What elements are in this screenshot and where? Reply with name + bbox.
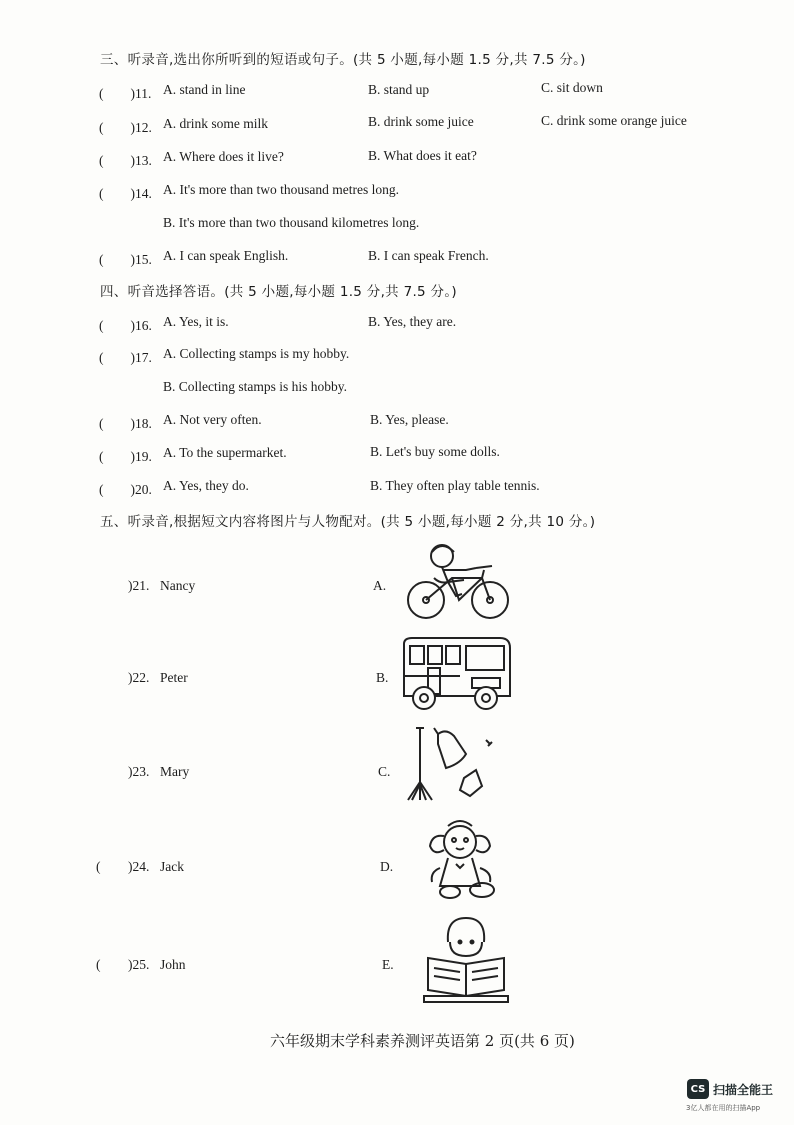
camscanner-name: 扫描全能王: [713, 1083, 774, 1097]
section4-heading: 四、听音选择答语。(共 5 小题,每小题 1.5 分,共 7.5 分。): [100, 284, 457, 300]
q25-open-paren: (: [96, 957, 101, 972]
q16-number: ( )16.: [99, 318, 152, 333]
q13-option-a: A. Where does it live?: [163, 149, 284, 164]
q25-name: John: [160, 957, 186, 972]
section5-heading: 五、听录音,根据短文内容将图片与人物配对。(共 5 小题,每小题 2 分,共 10 分。): [100, 514, 596, 530]
camscanner-logo: CS: [687, 1079, 709, 1099]
q18-option-b: B. Yes, please.: [370, 412, 449, 427]
camscanner-tagline: 3亿人都在用的扫描App: [686, 1104, 761, 1112]
q21-number: )21.: [128, 578, 150, 593]
q19-number: ( )19.: [99, 449, 152, 464]
picture-a-letter: A.: [373, 578, 387, 593]
q12-number: ( )12.: [99, 120, 152, 135]
q14-option-a: A. It's more than two thousand metres long.: [163, 182, 400, 197]
q20-option-b: B. They often play table tennis.: [370, 478, 540, 493]
q24-name: Jack: [160, 859, 184, 874]
picture-d-letter: D.: [380, 859, 394, 874]
q11-option-b: B. stand up: [368, 82, 430, 97]
q22-name: Peter: [160, 670, 188, 685]
q11-number: ( )11.: [99, 86, 152, 101]
q14-option-b: B. It's more than two thousand kilometres long.: [163, 215, 420, 230]
q17-option-b: B. Collecting stamps is his hobby.: [163, 379, 348, 394]
q23-number: )23.: [128, 764, 150, 779]
bike-rider-icon: [404, 540, 514, 622]
q12-option-b: B. drink some juice: [368, 114, 474, 129]
q12-option-a: A. drink some milk: [163, 116, 268, 131]
cleaning-tools-icon: [402, 724, 508, 804]
q20-option-a: A. Yes, they do.: [163, 478, 249, 493]
doll-icon: [420, 816, 506, 900]
q13-option-b: B. What does it eat?: [368, 148, 477, 163]
q15-option-b: B. I can speak French.: [368, 248, 489, 263]
q20-number: ( )20.: [99, 482, 152, 497]
q22-number: )22.: [128, 670, 150, 685]
page-footer: 六年级期末学科素养测评英语第 2 页(共 6 页): [270, 1032, 575, 1050]
q15-number: ( )15.: [99, 252, 152, 267]
q21-name: Nancy: [160, 578, 196, 593]
q24-number: )24.: [128, 859, 150, 874]
q24-open-paren: (: [96, 859, 101, 874]
q19-option-a: A. To the supermarket.: [163, 445, 287, 460]
q15-option-a: A. I can speak English.: [163, 248, 289, 263]
q13-number: ( )13.: [99, 153, 152, 168]
q14-number: ( )14.: [99, 186, 152, 201]
picture-e-letter: E.: [382, 957, 394, 972]
bus-icon: [398, 636, 514, 712]
q12-option-c: C. drink some orange juice: [541, 113, 687, 128]
q17-number: ( )17.: [99, 350, 152, 365]
boy-reading-icon: [420, 912, 512, 1004]
picture-c-letter: C.: [378, 764, 391, 779]
q11-option-a: A. stand in line: [163, 82, 246, 97]
section3-heading: 三、听录音,选出你所听到的短语或句子。(共 5 小题,每小题 1.5 分,共 7.5 分。): [100, 52, 586, 68]
picture-b-letter: B.: [376, 670, 389, 685]
q23-name: Mary: [160, 764, 190, 779]
q11-option-c: C. sit down: [541, 80, 603, 95]
q18-option-a: A. Not very often.: [163, 412, 262, 427]
q16-option-b: B. Yes, they are.: [368, 314, 457, 329]
q18-number: ( )18.: [99, 416, 152, 431]
q19-option-b: B. Let's buy some dolls.: [370, 444, 500, 459]
q16-option-a: A. Yes, it is.: [163, 314, 229, 329]
q17-option-a: A. Collecting stamps is my hobby.: [163, 346, 350, 361]
q25-number: )25.: [128, 957, 150, 972]
